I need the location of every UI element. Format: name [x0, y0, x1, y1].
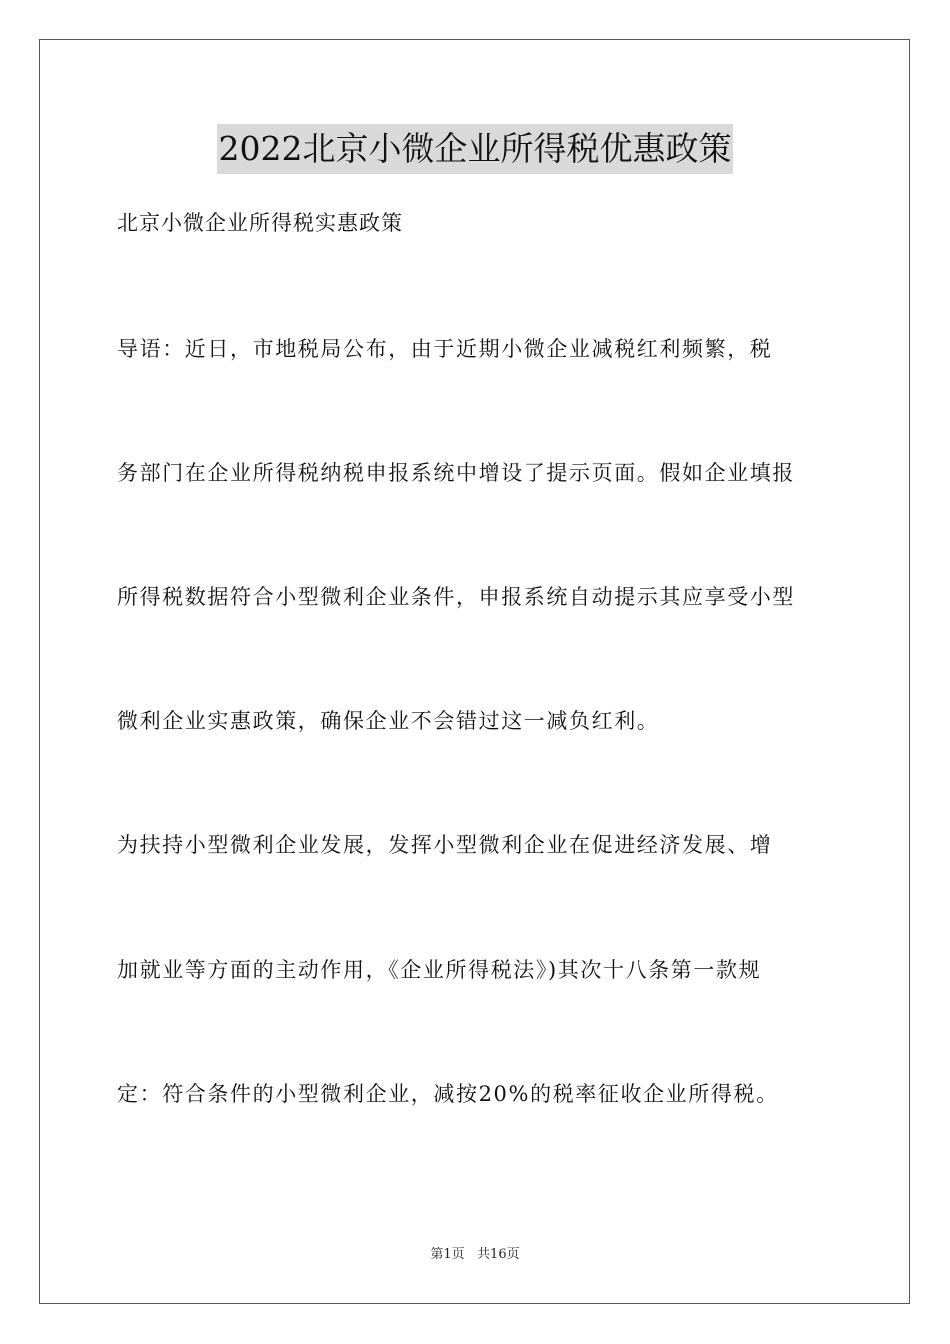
body-line-3: 所得税数据符合小型微利企业条件，申报系统自动提示其应享受小型	[117, 585, 795, 609]
body-line-5: 为扶持小型微利企业发展，发挥小型微利企业在促进经济发展、增	[117, 833, 773, 857]
document-title: 2022北京小微企业所得税优惠政策	[217, 124, 734, 174]
body-line-2: 务部门在企业所得税纳税申报系统中增设了提示页面。假如企业填报	[117, 461, 795, 485]
document-title-block	[0, 124, 950, 174]
body-line-7: 定：符合条件的小型微利企业，减按20%的税率征收企业所得税。	[117, 1082, 779, 1106]
page-footer: 第1页 共16页	[430, 1247, 520, 1262]
document-subtitle: 北京小微企业所得税实惠政策	[117, 211, 403, 235]
body-line-6: 加就业等方面的主动作用，《企业所得税法》)其次十八条第一款规	[117, 958, 762, 982]
body-line-1: 导语：近日，市地税局公布，由于近期小微企业减税红利频繁，税	[117, 337, 773, 361]
body-line-4: 微利企业实惠政策，确保企业不会错过这一减负红利。	[117, 709, 660, 733]
